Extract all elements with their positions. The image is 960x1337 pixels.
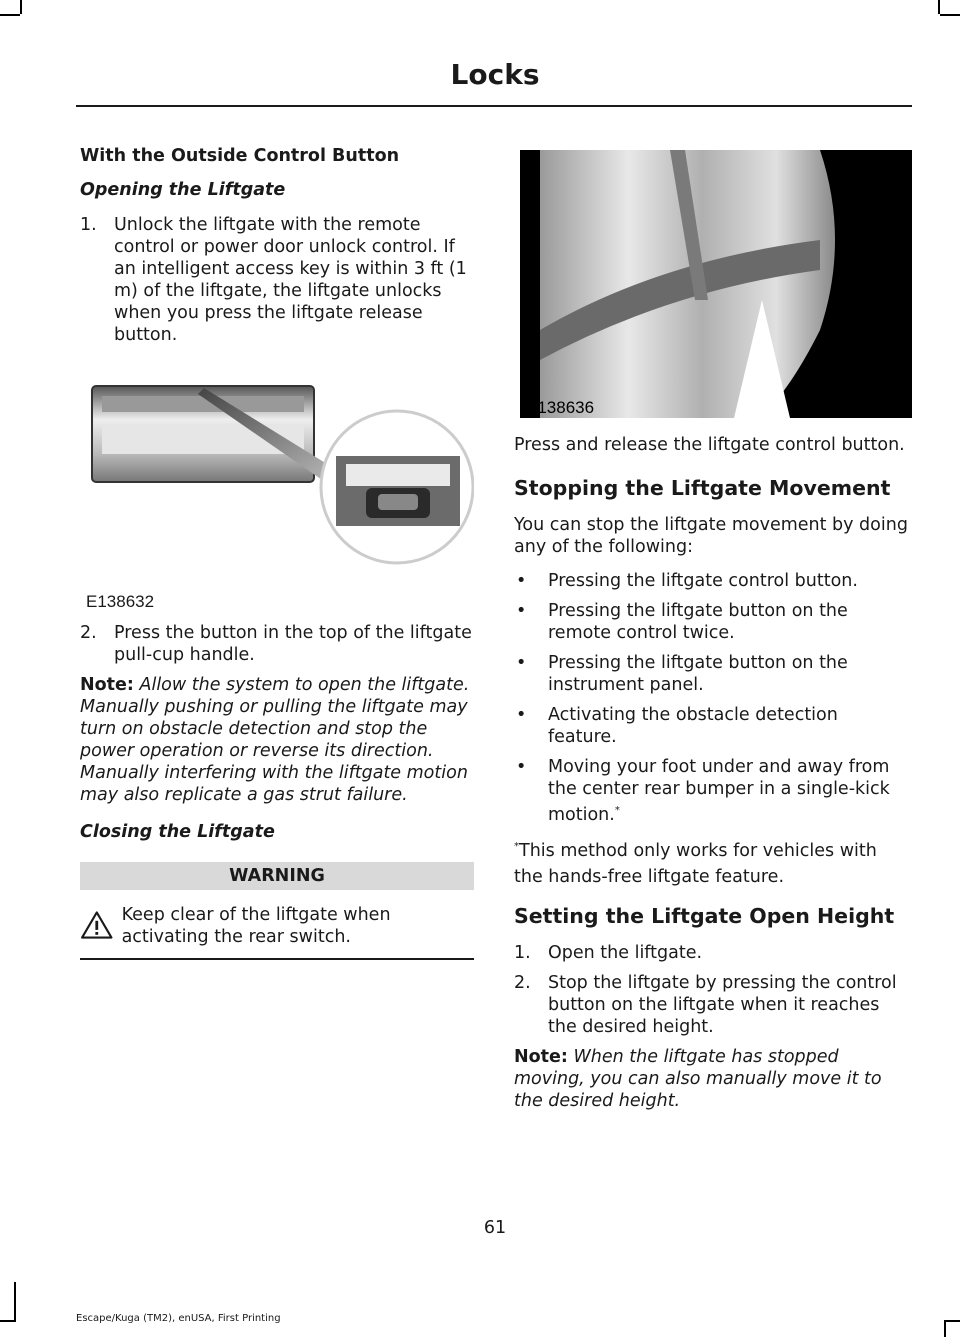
footnote-text: This method only works for vehicles with the hands-free liftgate feature. bbox=[514, 840, 877, 887]
warning-title: WARNING bbox=[80, 862, 474, 890]
figure-liftgate-handle bbox=[80, 364, 474, 614]
page-number: 61 bbox=[483, 1218, 507, 1238]
publication-footer: Escape/Kuga (TM2), enUSA, First Printing bbox=[76, 1313, 281, 1324]
list-item bbox=[514, 704, 908, 748]
crop-mark bbox=[944, 1320, 946, 1337]
liftgate-control-button-illustration bbox=[520, 150, 912, 418]
footnote bbox=[514, 834, 908, 890]
crop-mark bbox=[938, 0, 940, 14]
step-number: 1. bbox=[80, 215, 97, 235]
height-heading: Setting the Liftgate Open Height bbox=[514, 903, 895, 928]
figure-liftgate-control-button bbox=[520, 150, 912, 418]
right-column bbox=[514, 146, 908, 1124]
note bbox=[514, 1046, 908, 1112]
bullet-text bbox=[548, 756, 908, 826]
note-label: Note: bbox=[514, 1046, 568, 1067]
list-item bbox=[80, 622, 474, 666]
crop-mark bbox=[0, 14, 20, 16]
list-item bbox=[514, 756, 908, 826]
bullet-text: Pressing the liftgate button on the instrument panel. bbox=[548, 653, 848, 695]
warning-text: Keep clear of the liftgate when activating the rear switch. bbox=[121, 905, 391, 947]
section-heading: With the Outside Control Button bbox=[80, 146, 400, 166]
bullet: • bbox=[516, 705, 527, 725]
footnote-marker: * bbox=[614, 805, 620, 816]
figure-label: E138632 bbox=[86, 592, 155, 611]
note bbox=[80, 674, 474, 806]
figure-label: E138636 bbox=[526, 398, 595, 417]
step-number: 2. bbox=[80, 623, 97, 643]
note-text: Allow the system to open the liftgate. Manually pushing or pulling the liftgate may turn on obstacle detection and stop the power operation or reverse its direction. Manually interfering with the liftgate motion may also replicate a gas strut failure. bbox=[80, 675, 470, 805]
bullet-text: Pressing the liftgate button on the remote control twice. bbox=[548, 601, 848, 643]
list-item bbox=[514, 942, 908, 964]
left-column bbox=[80, 146, 474, 960]
bullet-text: Activating the obstacle detection feature. bbox=[548, 705, 838, 747]
list-item bbox=[514, 570, 908, 592]
opening-heading: Opening the Liftgate bbox=[80, 180, 286, 200]
crop-mark bbox=[20, 0, 22, 14]
note-label: Note: bbox=[80, 675, 134, 695]
list-item bbox=[514, 972, 908, 1038]
crop-mark bbox=[14, 1282, 16, 1322]
note-text: When the liftgate has stopped moving, you can also manually move it to the desired height. bbox=[514, 1046, 882, 1111]
list-item bbox=[514, 600, 908, 644]
footnote-marker: * bbox=[514, 840, 519, 852]
crop-mark bbox=[940, 14, 960, 16]
list-item bbox=[80, 214, 474, 346]
step-text: Unlock the liftgate with the remote control or power door unlock control. If an intelligent access key is within 3 ft (1 m) of the liftgate, the liftgate unlocks when you press the liftgate release button. bbox=[114, 215, 467, 345]
warning-box bbox=[80, 904, 474, 960]
bullet: • bbox=[516, 757, 527, 777]
stopping-heading: Stopping the Liftgate Movement bbox=[514, 476, 891, 500]
step-number: 1. bbox=[514, 942, 531, 963]
bullet-text-body: Moving your foot under and away from the center rear bumper in a single-kick motion. bbox=[548, 757, 890, 825]
crop-mark bbox=[944, 1320, 960, 1322]
closing-heading: Closing the Liftgate bbox=[80, 822, 275, 842]
step-text: Press the button in the top of the liftgate pull-cup handle. bbox=[114, 623, 472, 665]
crop-mark bbox=[0, 1320, 16, 1322]
bullet-text: Pressing the liftgate control button. bbox=[548, 571, 858, 591]
liftgate-handle-illustration bbox=[80, 364, 474, 614]
bullet: • bbox=[516, 653, 527, 673]
paragraph: Press and release the liftgate control button. bbox=[514, 435, 905, 455]
page-title: Locks bbox=[450, 58, 540, 91]
warning-triangle-icon bbox=[80, 904, 114, 946]
bullet: • bbox=[516, 571, 527, 591]
step-text: Stop the liftgate by pressing the control button on the liftgate when it reaches the desired height. bbox=[548, 972, 897, 1037]
step-text: Open the liftgate. bbox=[548, 942, 703, 963]
bullet: • bbox=[516, 601, 527, 621]
header-rule bbox=[76, 105, 912, 107]
list-item bbox=[514, 652, 908, 696]
step-number: 2. bbox=[514, 972, 531, 993]
paragraph: You can stop the liftgate movement by doing any of the following: bbox=[514, 515, 908, 557]
